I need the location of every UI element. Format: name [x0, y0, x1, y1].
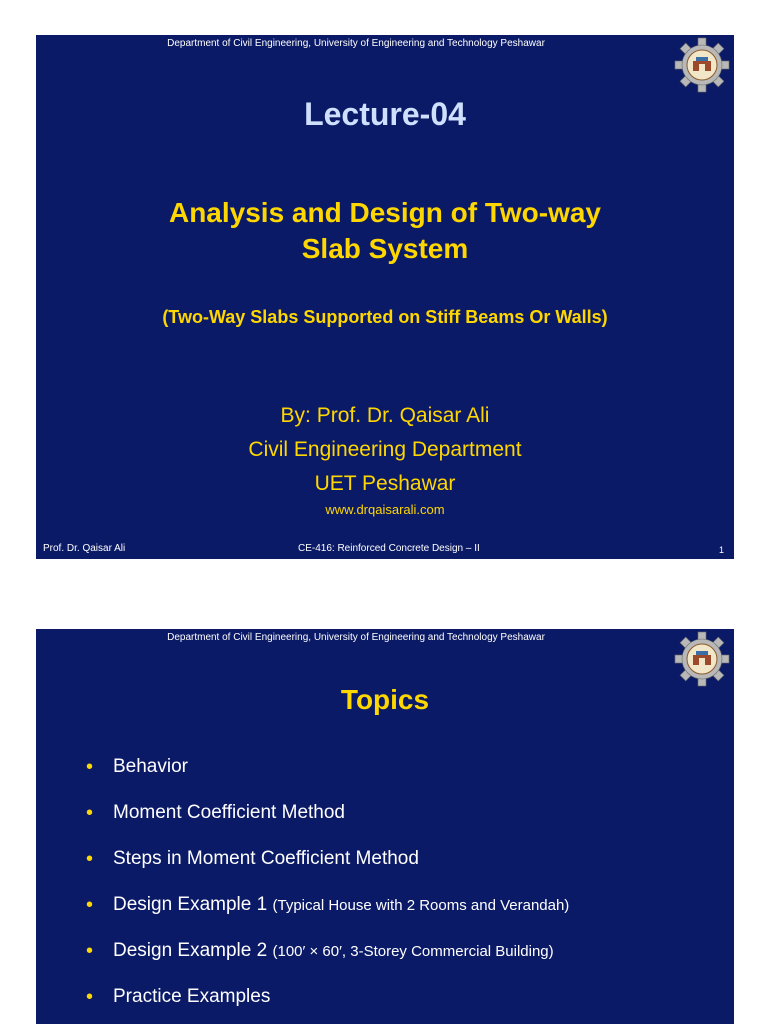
list-item [86, 938, 569, 984]
bullet-icon: • [86, 848, 94, 870]
list-item [86, 754, 569, 800]
bullet-icon: • [86, 940, 94, 962]
topic-text: Moment Coefficient Method [113, 802, 345, 823]
topic-note: (Typical House with 2 Rooms and Verandah) [272, 897, 570, 914]
list-item [86, 800, 569, 846]
topic-text: Design Example 1 [113, 894, 268, 915]
page-number: 1 [718, 545, 724, 555]
author-institution: UET Peshawar [314, 472, 456, 495]
bullet-icon: • [86, 894, 94, 916]
topic-text: Steps in Moment Coefficient Method [113, 848, 419, 869]
topics-title: Topics [340, 684, 430, 715]
bullet-icon: • [86, 756, 94, 778]
topic-text: Behavior [113, 756, 188, 777]
topic-note: (100′ × 60′, 3-Storey Commercial Building) [272, 943, 554, 960]
bullet-icon: • [86, 802, 94, 824]
topic-list [86, 754, 569, 1024]
topic-text: Design Example 2 [113, 940, 268, 961]
list-item [86, 846, 569, 892]
list-item [86, 984, 569, 1024]
author-block [36, 399, 734, 501]
university-logo-icon [674, 37, 730, 93]
footer-author: Prof. Dr. Qaisar Ali [43, 543, 126, 554]
author-department: Civil Engineering Department [248, 438, 522, 461]
department-header: Department of Civil Engineering, University of Engineering and Technology Peshawar [167, 632, 545, 643]
author-name: By: Prof. Dr. Qaisar Ali [280, 404, 490, 427]
lecture-subtitle: (Two-Way Slabs Supported on Stiff Beams Or Walls) [162, 307, 608, 327]
list-item [86, 892, 569, 938]
footer-course: CE-416: Reinforced Concrete Design – II [298, 543, 480, 554]
slide-2 [36, 629, 734, 1024]
university-logo-icon [674, 631, 730, 687]
bullet-icon: • [86, 986, 94, 1008]
lecture-title-line-2: Slab System [301, 233, 469, 264]
lecture-number: Lecture-04 [304, 96, 466, 132]
slide-1 [36, 35, 734, 559]
website-link[interactable]: www.drqaisarali.com [325, 502, 445, 517]
lecture-title [76, 195, 694, 267]
topic-text: Practice Examples [113, 986, 271, 1007]
lecture-title-line-1: Analysis and Design of Two-way [168, 197, 601, 228]
department-header: Department of Civil Engineering, University of Engineering and Technology Peshawar [167, 38, 545, 49]
